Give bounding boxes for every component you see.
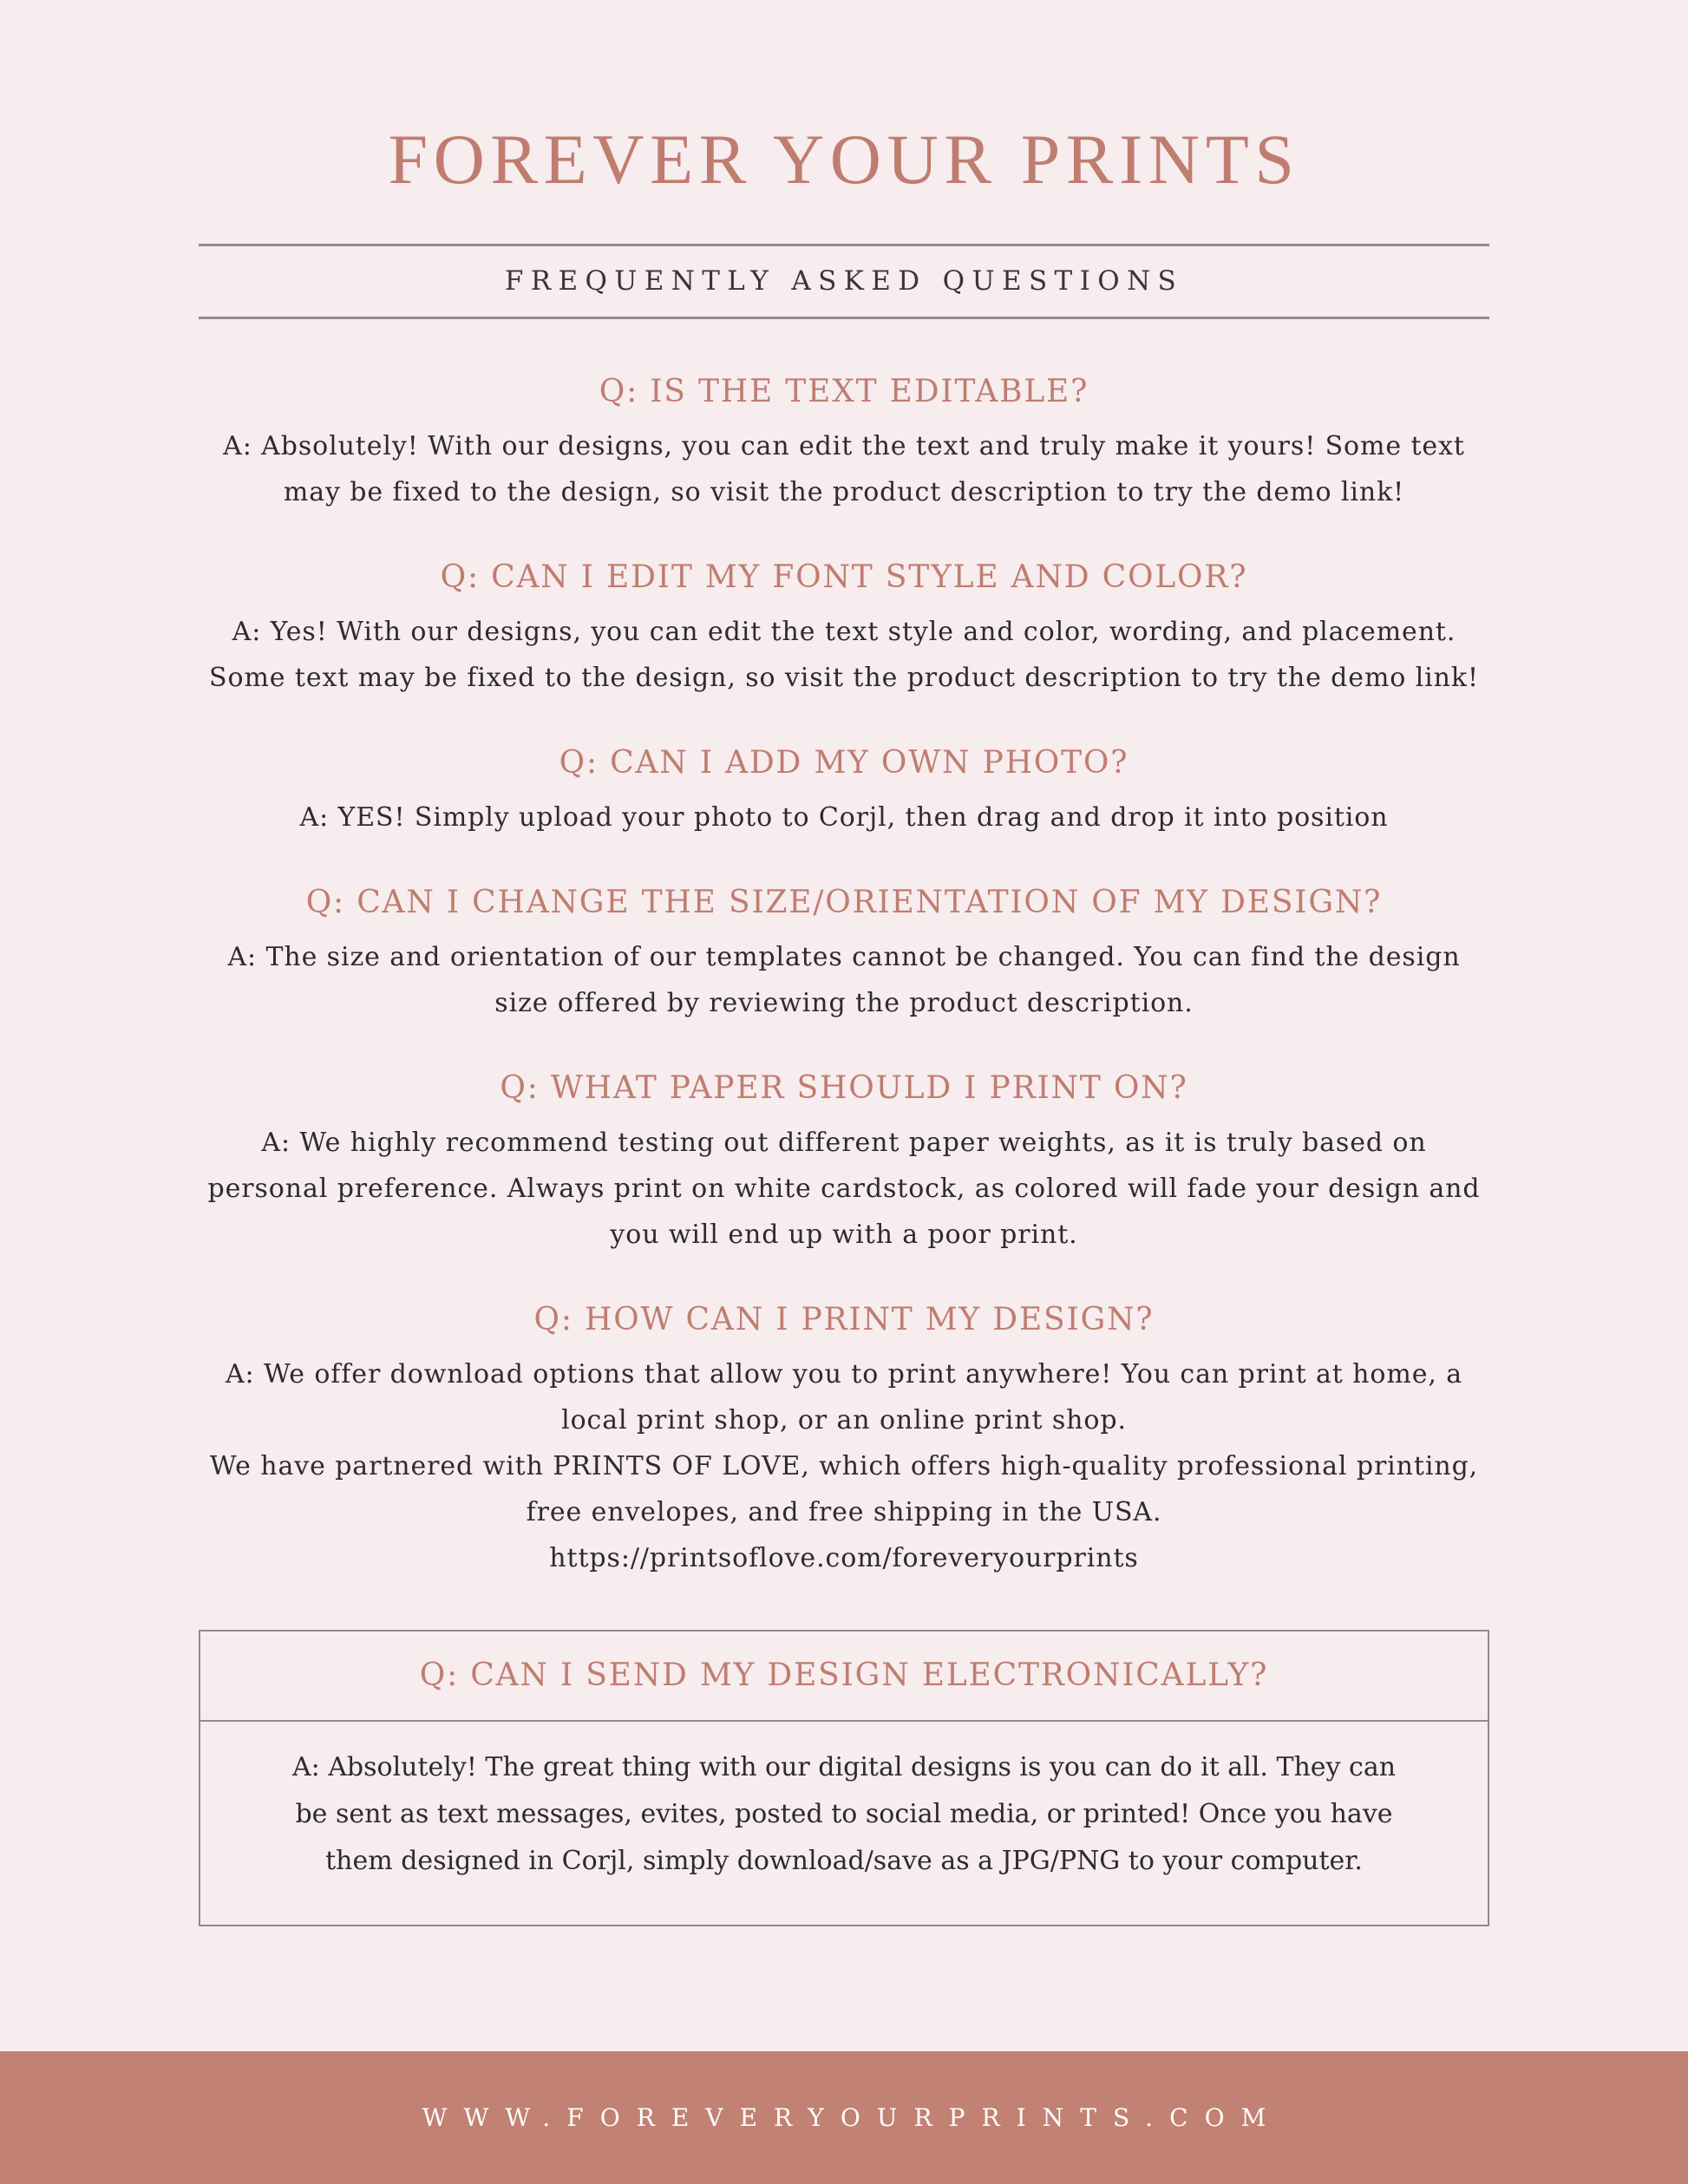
boxed-faq-section xyxy=(199,1630,1489,1926)
faq-answer: A: Yes! With our designs, you can edit the text style and color, wording, and placement. Some text may be fixed to the design, so visit the product description to try the demo link! xyxy=(209,617,1479,694)
faq-question: Q: CAN I ADD MY OWN PHOTO? xyxy=(559,745,1129,781)
boxed-faq-header xyxy=(200,1631,1488,1722)
subtitle-band xyxy=(199,244,1489,319)
faq-question: Q: WHAT PAPER SHOULD I PRINT ON? xyxy=(500,1070,1188,1107)
footer-url: WWW.FOREVERYOURPRINTS.COM xyxy=(422,2102,1283,2132)
faq-section-text-editable xyxy=(0,373,1688,515)
faq-answer: A: YES! Simply upload your photo to Corjl, then drag and drop it into position xyxy=(299,802,1389,834)
faq-question: Q: CAN I SEND MY DESIGN ELECTRONICALLY? xyxy=(419,1658,1269,1694)
faq-question: Q: IS THE TEXT EDITABLE? xyxy=(599,374,1089,410)
faq-answer: A: Absolutely! With our designs, you can edit the text and truly make it yours! Some text may be fixed to the design, so visit the product description to try the demo link! xyxy=(223,431,1465,508)
faq-section-paper xyxy=(0,1069,1688,1258)
footer-bar xyxy=(0,2051,1688,2184)
faq-answer: A: Absolutely! The great thing with our digital designs is you can do it all. They can be sent as text messages, evites, posted to social media, or printed! Once you have them designed in Corjl, simply download/save as a JPG/PNG to your computer. xyxy=(291,1752,1397,1877)
faq-section-font-style xyxy=(0,559,1688,701)
faq-answer-continued: We have partnered with PRINTS OF LOVE, which offers high-quality professional printing, free envelopes, and free shipping in the USA. xyxy=(209,1451,1479,1528)
prints-of-love-link[interactable]: https://printsoflove.com/foreveryourprints xyxy=(549,1543,1139,1574)
faq-answer-link-line xyxy=(202,1535,1486,1581)
faq-section-size-orientation xyxy=(0,884,1688,1026)
faq-section-print-design xyxy=(0,1301,1688,1581)
subtitle: FREQUENTLY ASKED QUESTIONS xyxy=(504,265,1184,297)
boxed-faq-body xyxy=(200,1722,1488,1925)
faq-answer: A: We highly recommend testing out different paper weights, as it is truly based on personal preference. Always print on white cardstock, as colored will fade your design and you will end up with a poor print. xyxy=(207,1128,1481,1251)
faq-section-own-photo xyxy=(0,744,1688,840)
faq-question: Q: CAN I EDIT MY FONT STYLE AND COLOR? xyxy=(440,559,1248,596)
faq-question: Q: CAN I CHANGE THE SIZE/ORIENTATION OF MY DESIGN? xyxy=(305,885,1383,921)
faq-answer: A: The size and orientation of our templates cannot be changed. You can find the design size offered by reviewing the product description. xyxy=(227,942,1461,1019)
faq-question: Q: HOW CAN I PRINT MY DESIGN? xyxy=(533,1302,1155,1338)
page-title: FOREVER YOUR PRINTS xyxy=(388,120,1300,199)
faq-answer: A: We offer download options that allow you to print anywhere! You can print at home, a local print shop, or an online print shop. xyxy=(225,1359,1463,1436)
